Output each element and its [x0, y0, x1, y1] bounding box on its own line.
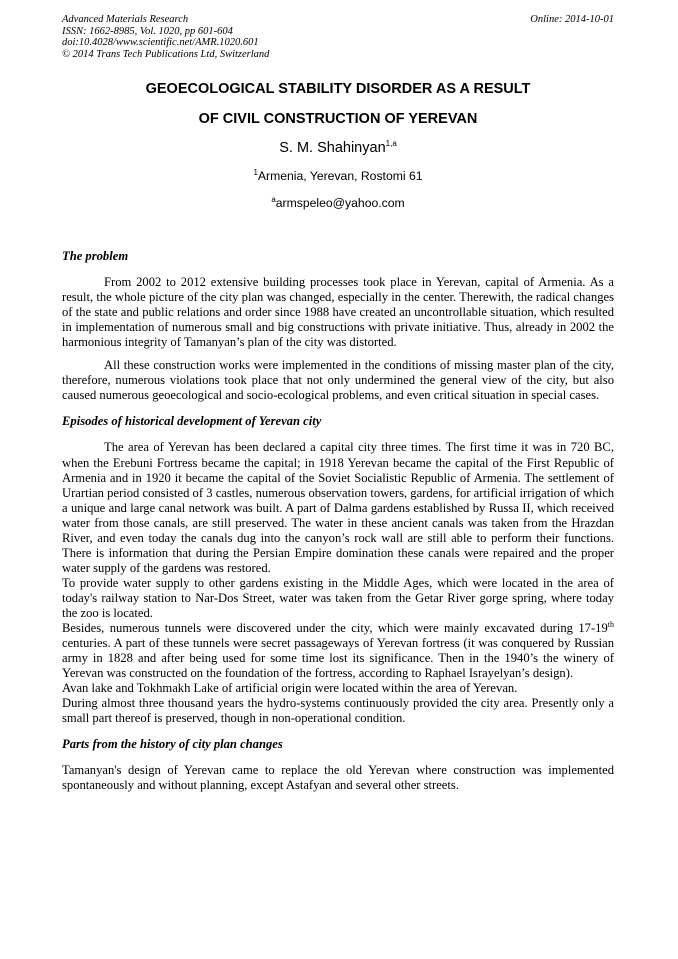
author-name: S. M. Shahinyan [279, 140, 386, 156]
author-marks: 1,a [385, 139, 397, 149]
email-mark: a [271, 194, 276, 204]
paragraph: During almost three thousand years the hydro-systems continuously provided the city area. Presently only a small part thereof is preserved, though in non-operational condition. [62, 696, 614, 726]
paper-title-line-1: GEOECOLOGICAL STABILITY DISORDER AS A RESULT [145, 81, 531, 97]
paragraph: The area of Yerevan has been declared a capital city three times. The first time it was in 720 BC, when the Erebuni Fortress became the capital; in 1918 Yerevan became the capital of the First Republic of Armenia and in 1920 it became the capital of the Soviet Socialistic Republic of Armenia. The settlement of Urartian period consisted of 3 castles, numerous observation towers, gardens, for artificial irrigation of which a unique and large canal network was built. A part of Dalma gardens established by Russa II, which received water from those canals, are still preserved. The water in these ancient canals was taken from the Hrazdan River, and even today the canals dug into the canyon’s rock wall are still able to perform their functions. There is information that during the Persian Empire domination these canals were repaired and the proper water supply of the gardens was restored. [62, 440, 614, 575]
issn-line: ISSN: 1662-8985, Vol. 1020, pp 601-604 [62, 25, 233, 37]
journal-name: Advanced Materials Research [62, 14, 189, 25]
doi-line: doi:10.4028/www.scientific.net/AMR.1020.601 [62, 37, 259, 49]
paragraph-text: centuries. A part of these tunnels were secret passageways of Yerevan fortress (it was conquered by Russian army in 1828 and after being used for some time lost its significance. Then in the 1940’s the winery of Yerevan was constructed on the foundation of the fortress, according to Raphael Israyelyan’s design). [62, 636, 614, 681]
section-heading-history: Episodes of historical development of Yerevan city [62, 414, 322, 429]
paragraph: Avan lake and Tokhmakh Lake of artificial origin were located within the area of Yerevan. [62, 681, 518, 696]
paper-body [62, 249, 614, 794]
section-heading-problem: The problem [62, 249, 129, 263]
affiliation-line [62, 169, 614, 183]
online-date: Online: 2014-10-01 [530, 14, 614, 25]
affiliation-text: Armenia, Yerevan, Rostomi 61 [257, 169, 423, 183]
affiliation-mark: 1 [253, 167, 258, 177]
paragraph: From 2002 to 2012 extensive building processes took place in Yerevan, capital of Armenia. As a result, the whole picture of the city plan was changed, especially in the center. Therewith, the radical changes of the state and public relations and order since 1988 have created an uncontrollable situation, which resulted in implementation of numerous small and big constructions with private initiative. Thus, already in 2002 the harmonious integrity of Tamanyan’s plan of the city was distorted. [62, 275, 614, 350]
paper-title-line-2: OF CIVIL CONSTRUCTION OF YEREVAN [198, 111, 478, 127]
paragraph: All these construction works were implemented in the conditions of missing master plan of the city, therefore, numerous violations took place that not only undermined the general view of the city, but also caused numerous geoecological and socio-ecological problems, and even critical situation in special cases. [62, 358, 614, 403]
journal-header [62, 14, 614, 60]
paragraph: To provide water supply to other gardens existing in the Middle Ages, which were located in the area of today's railway station to Nar-Dos Street, water was taken from the Getar River gorge spring, where today the zoo is located. [62, 575, 614, 620]
author-email: armspeleo@yahoo.com [275, 196, 405, 210]
paragraph-text: Besides, numerous tunnels were discovered under the city, which were mainly excavated during 17-19 [62, 621, 608, 636]
email-line [62, 196, 614, 210]
copyright-line: © 2014 Trans Tech Publications Ltd, Switzerland [62, 48, 270, 60]
paragraph [62, 621, 614, 681]
paragraph: Tamanyan's design of Yerevan came to replace the old Yerevan where construction was implemented spontaneously and without planning, except Astafyan and several other streets. [62, 763, 614, 793]
ordinal-superscript: th [607, 619, 614, 629]
section-heading-city-plan: Parts from the history of city plan changes [62, 737, 283, 752]
author-line [62, 140, 614, 156]
